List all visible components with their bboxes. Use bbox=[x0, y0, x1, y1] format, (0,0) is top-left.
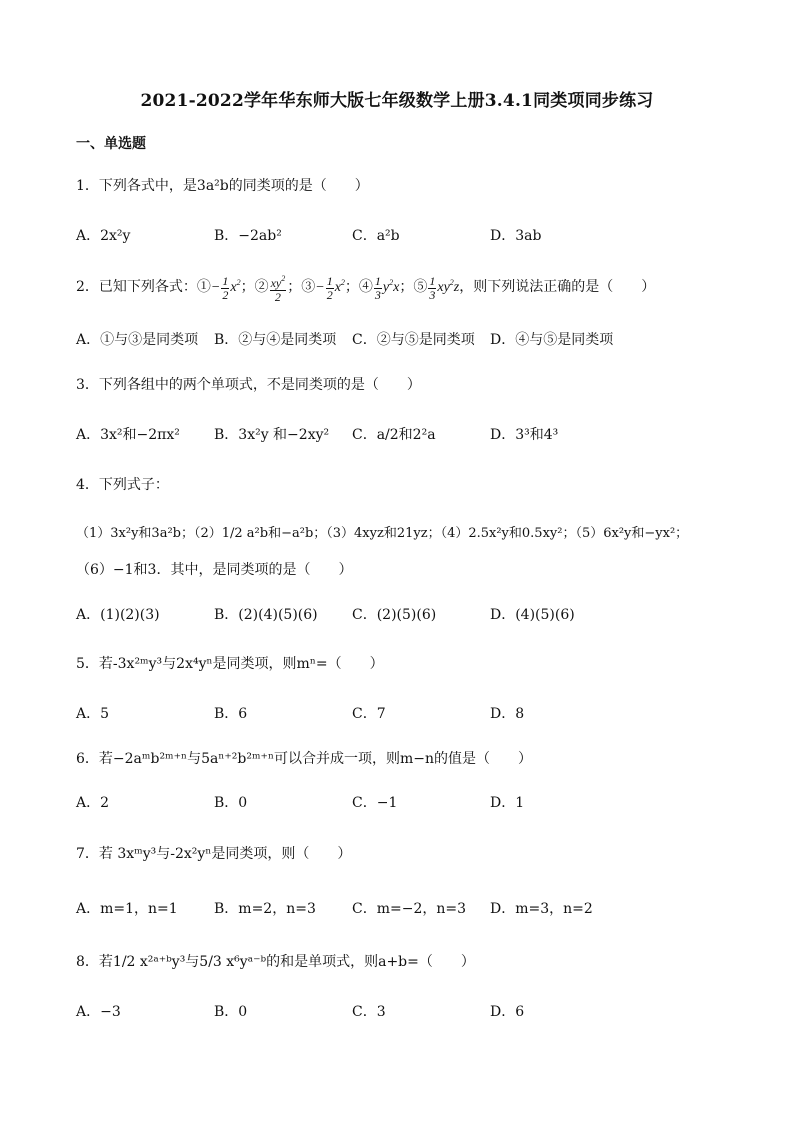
question-4-stem: 4．下列式子： bbox=[76, 477, 169, 493]
question-2-text: 2．已知下列各式：① bbox=[76, 279, 211, 296]
section-heading: 一、单选题 bbox=[76, 136, 146, 152]
expr-5: $\frac{1}{3}$ $xy^2z$ bbox=[429, 273, 460, 302]
question-4-option-d: D．(4)(5)(6) bbox=[490, 607, 575, 623]
question-2-text: ，则下列说法正确的是（ ） bbox=[459, 279, 656, 296]
question-6-option-b: B．0 bbox=[214, 795, 248, 811]
question-5-option-c: C．7 bbox=[352, 706, 386, 722]
question-5-option-a: A．5 bbox=[76, 706, 110, 722]
question-3-stem: 3．下列各组中的两个单项式，不是同类项的是（ ） bbox=[76, 377, 421, 393]
question-7-option-c: C．m=−2，n=3 bbox=[352, 901, 467, 917]
expr-1: − $\frac{1}{2}$ $x^2$ bbox=[210, 273, 241, 302]
question-4-items: （1）3x²y和3a²b；（2）1/2 a²b和−a²b；（3）4xyz和21yz；（4）2.5x²y和0.5xy²；（5）6x²y和−yx²； bbox=[76, 526, 689, 541]
question-4-option-b: B．(2)(4)(5)(6) bbox=[214, 607, 318, 623]
question-2-stem bbox=[76, 272, 655, 304]
expr-4: $\frac{1}{3}$ $y^2x$ bbox=[374, 273, 400, 302]
question-7-option-d: D．m=3，n=2 bbox=[490, 901, 593, 917]
question-1-stem: 1．下列各式中，是3a²b的同类项的是（ ） bbox=[76, 178, 369, 194]
question-8-option-a: A．−3 bbox=[76, 1004, 121, 1020]
page-title: 2021-2022学年华东师大版七年级数学上册3.4.1同类项同步练习 bbox=[140, 91, 654, 111]
question-6-stem: 6．若−2aᵐb²ᵐ⁺ⁿ与5aⁿ⁺²b²ᵐ⁺ⁿ可以合并成一项，则m−n的值是（ ） bbox=[76, 751, 533, 767]
question-1-option-b: B．−2ab² bbox=[214, 228, 282, 244]
question-1-option-d: D．3ab bbox=[490, 228, 542, 244]
question-5-stem: 5．若-3x²ᵐy³与2x⁴yⁿ是同类项，则mⁿ=（ ） bbox=[76, 656, 384, 672]
question-2-text: ；③ bbox=[287, 279, 316, 296]
question-6-option-c: C．−1 bbox=[352, 795, 398, 811]
question-3-option-a: A．3x²和−2πx² bbox=[76, 427, 180, 443]
question-3-option-b: B．3x²y 和−2xy² bbox=[214, 427, 330, 443]
question-2-text: ；⑤ bbox=[399, 279, 428, 296]
question-1-option-a: A．2x²y bbox=[76, 228, 131, 244]
question-8-stem: 8．若1/2 x²ᵃ⁺ᵇy³与5/3 x⁶yᵃ⁻ᵇ的和是单项式，则a+b=（ ） bbox=[76, 954, 475, 970]
question-6-option-d: D．1 bbox=[490, 795, 525, 811]
question-5-option-b: B．6 bbox=[214, 706, 248, 722]
question-2-option-c: C．②与⑤是同类项 bbox=[352, 332, 475, 348]
question-4-option-c: C．(2)(5)(6) bbox=[352, 607, 437, 623]
question-5-option-d: D．8 bbox=[490, 706, 525, 722]
question-7-option-b: B．m=2，n=3 bbox=[214, 901, 316, 917]
question-7-stem: 7．若 3xᵐy³与-2x²yⁿ是同类项，则（ ） bbox=[76, 846, 352, 862]
question-2-option-a: A．①与③是同类项 bbox=[76, 332, 199, 348]
question-2-option-b: B．②与④是同类项 bbox=[214, 332, 337, 348]
expr-3: − $\frac{1}{2}$ $x^2$ bbox=[315, 273, 345, 302]
question-4-option-a: A．(1)(2)(3) bbox=[76, 607, 160, 623]
question-8-option-b: B．0 bbox=[214, 1004, 248, 1020]
question-2-option-d: D．④与⑤是同类项 bbox=[490, 332, 614, 348]
question-1-option-c: C．a²b bbox=[352, 228, 400, 244]
question-8-option-c: C．3 bbox=[352, 1004, 386, 1020]
question-2-text: ；④ bbox=[344, 279, 373, 296]
question-8-option-d: D．6 bbox=[490, 1004, 525, 1020]
question-7-option-a: A．m=1，n=1 bbox=[76, 901, 178, 917]
question-3-option-c: C．a/2和2²a bbox=[352, 427, 436, 443]
question-3-option-d: D．3³和4³ bbox=[490, 427, 559, 443]
question-4-items-cont: （6）−1和3．其中，是同类项的是（ ） bbox=[76, 562, 353, 578]
expr-2: $\frac{xy^2}{2}$ bbox=[270, 274, 286, 304]
question-2-text: ；② bbox=[240, 279, 269, 296]
question-6-option-a: A．2 bbox=[76, 795, 110, 811]
